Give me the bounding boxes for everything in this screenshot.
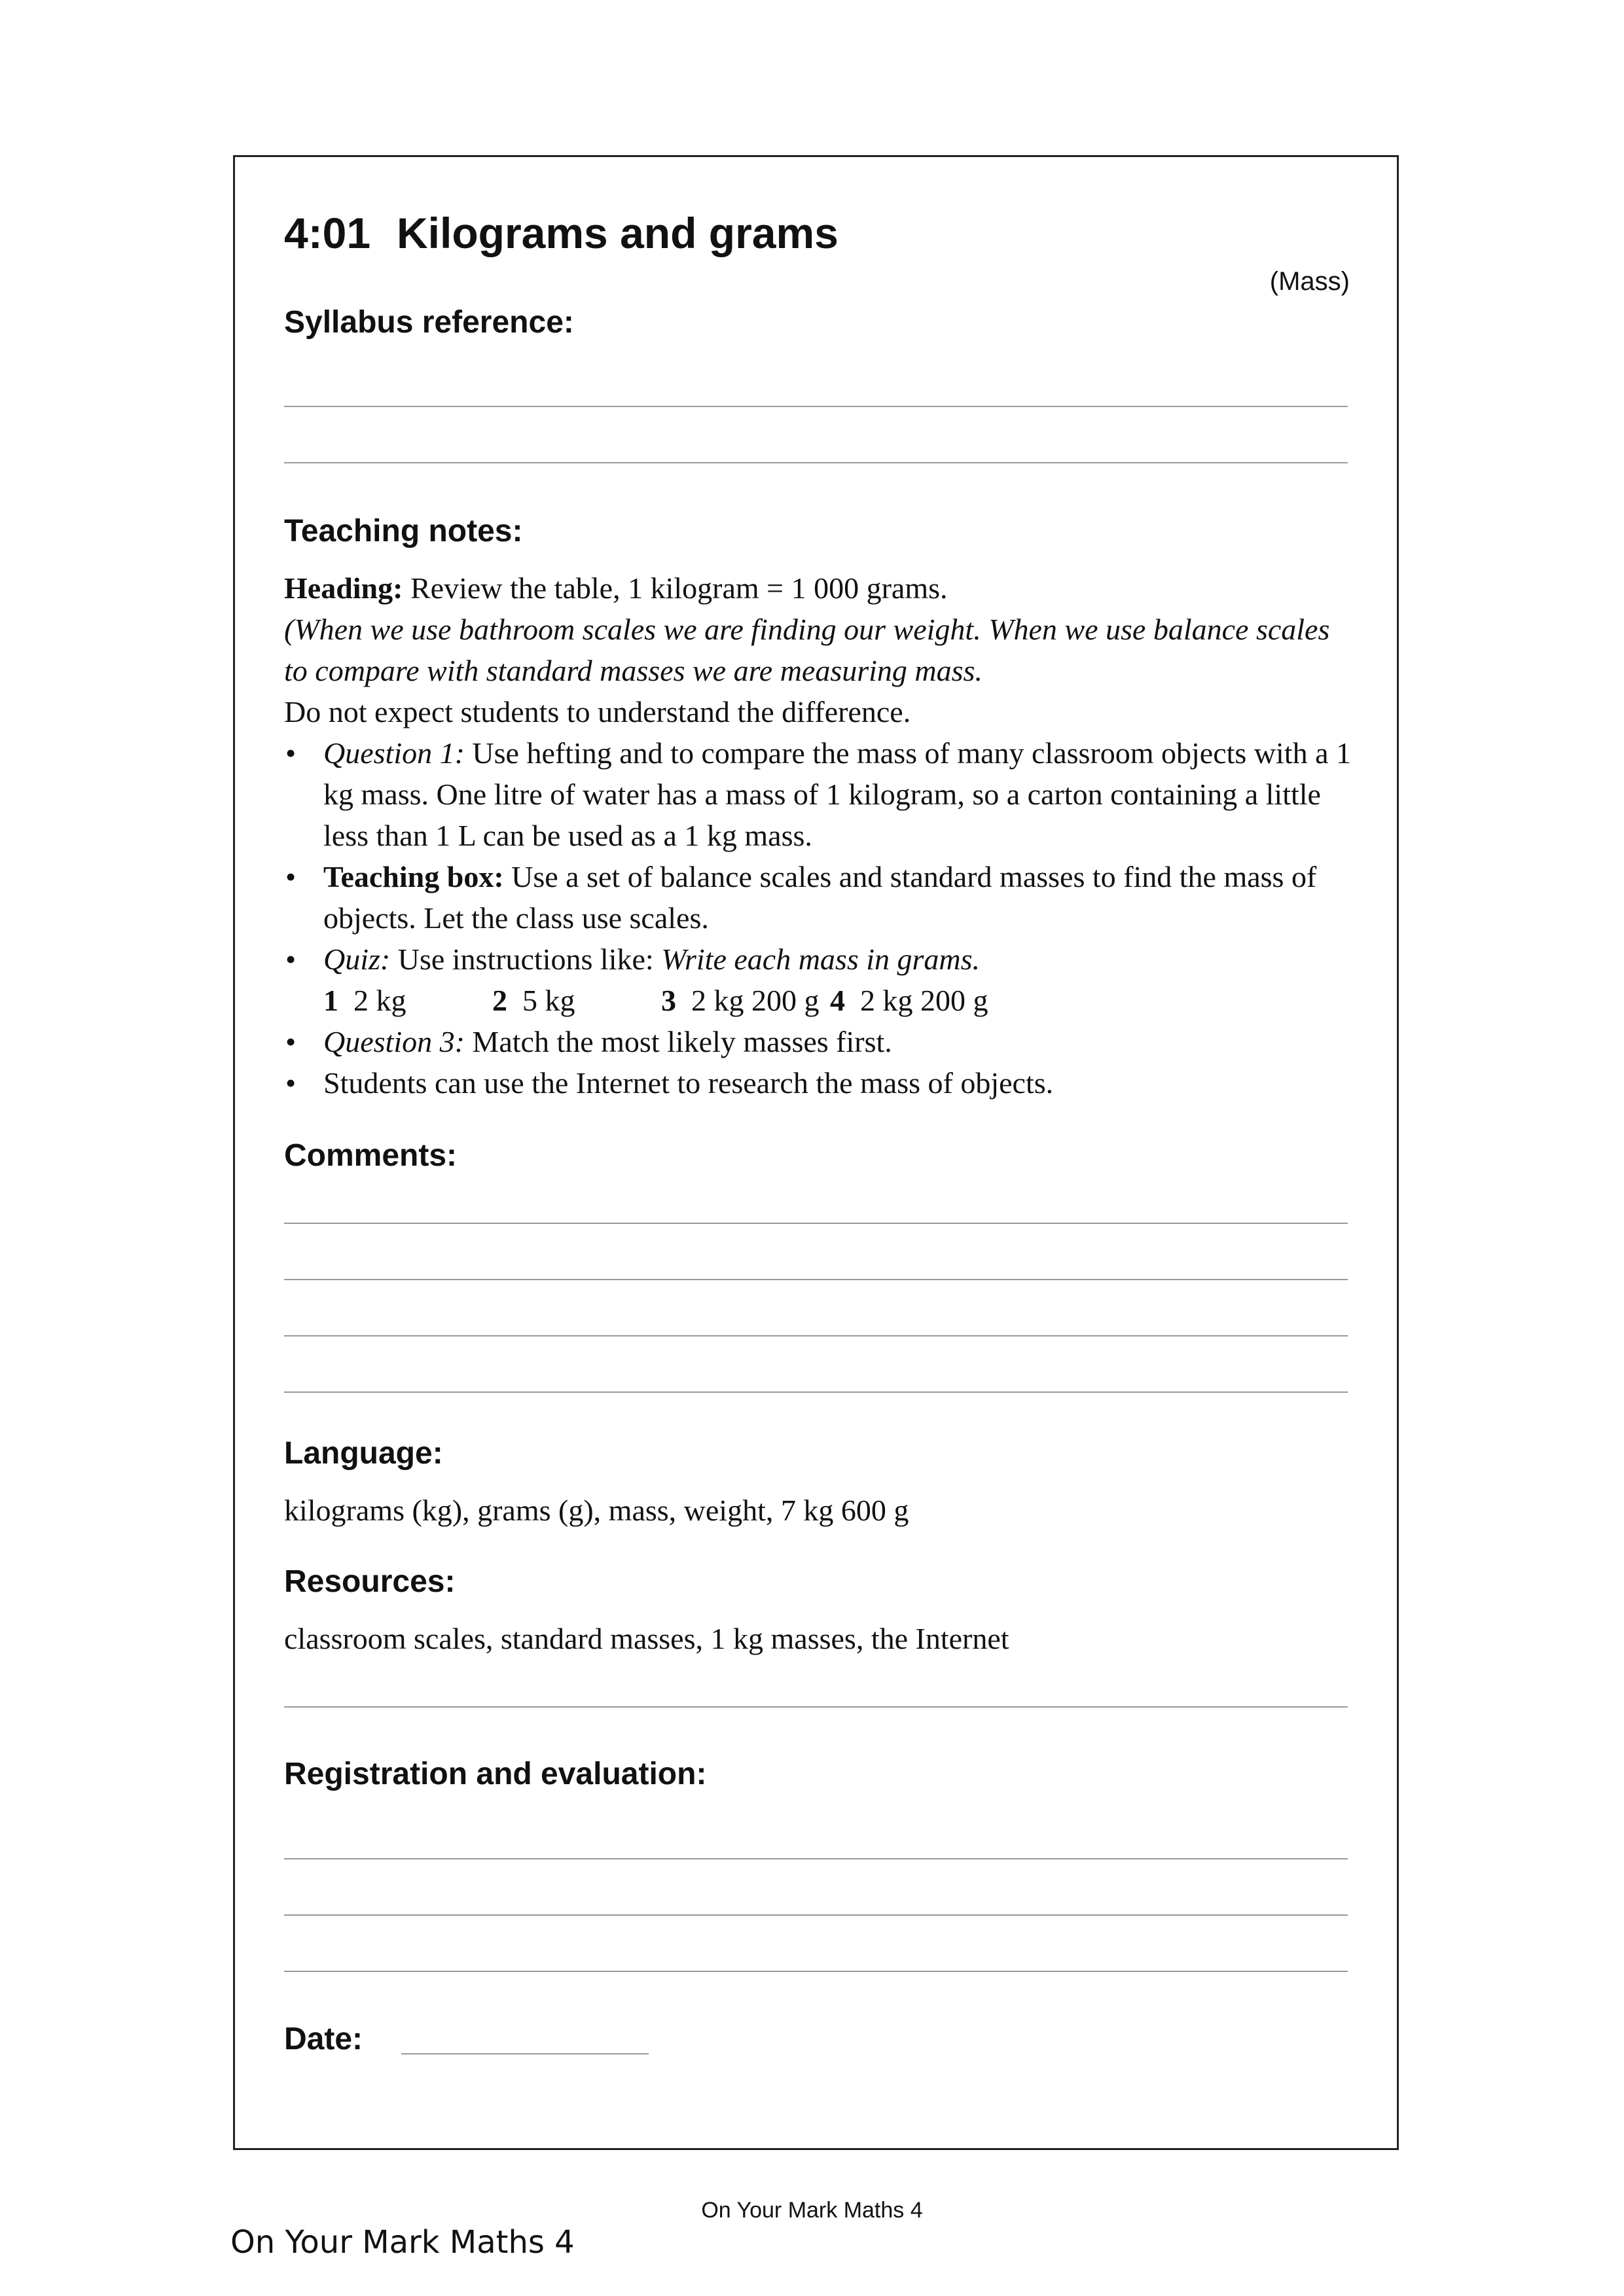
quiz-row [284,980,1358,1021]
registration-line-2 [284,1914,1348,1916]
quiz-item [661,980,830,1021]
italic-note-text: (When we use bathroom scales we are finding our weight. When we use balance scales to compare with standard masses we are measuring mass. [284,613,1330,687]
bullet-4-text: Match the most likely masses first. [464,1025,892,1058]
bullet-1-label: Question 1: [323,736,465,770]
syllabus-line-2 [284,462,1348,463]
bullet-1-text: Use hefting and to compare the mass of many classroom objects with a 1 kg mass. One litre of water has a mass of 1 kilogram, so a carton containing a little less than 1 L can be used as a 1 kg mass. [323,736,1352,852]
lesson-title-text: Kilograms and grams [397,209,839,257]
registration-line-1 [284,1858,1348,1859]
resources-line [284,1706,1348,1708]
registration-heading: Registration and evaluation: [284,1757,707,1791]
teaching-notes-heading: Teaching notes: [284,514,523,548]
lesson-title [284,208,839,258]
quiz-item-value: 2 kg 200 g [860,984,988,1017]
bullet-question-1 [284,732,1358,856]
resources-text: classroom scales, standard masses, 1 kg masses, the Internet [284,1622,1009,1655]
quiz-item-value: 2 kg 200 g [691,984,820,1017]
language-text: kilograms (kg), grams (g), mass, weight, 7 kg 600 g [284,1494,909,1527]
bullet-3-label: Quiz: [323,942,391,976]
bullet-internet: • Students can use the Internet to research the mass of objects. [284,1062,1358,1103]
bullet-3-text: Use instructions like: [390,942,662,976]
date-heading: Date: [284,2022,363,2056]
bullet-3-italic: Write each mass in grams. [661,942,981,976]
quiz-item-number: 1 [323,984,338,1017]
quiz-item-value: 5 kg [522,984,575,1017]
comments-line-1 [284,1223,1348,1224]
bullet-2-text: Use a set of balance scales and standard masses to find the mass of objects. Let the class use scales. [323,860,1317,935]
bullet-question-3 [284,1021,1358,1062]
footer-left: On Your Mark Maths 4 [230,2224,575,2261]
topic-label: (Mass) [1269,267,1350,296]
syllabus-line-1 [284,406,1348,407]
quiz-item [492,980,661,1021]
quiz-item-number: 2 [492,984,507,1017]
date-line [401,2053,649,2054]
quiz-item [323,980,492,1021]
comments-line-2 [284,1279,1348,1280]
language-heading: Language: [284,1436,443,1471]
heading-note-label: Heading: [284,571,403,605]
comments-line-4 [284,1391,1348,1393]
bullet-teaching-box [284,856,1358,939]
resources-heading: Resources: [284,1564,456,1599]
syllabus-heading: Syllabus reference: [284,305,574,340]
comments-heading: Comments: [284,1138,458,1173]
teaching-notes-body [284,567,1358,1103]
italic-note [284,609,1358,691]
bullet-quiz [284,939,1358,980]
registration-line-3 [284,1971,1348,1972]
heading-note-text: Review the table, 1 kilogram = 1 000 grams. [403,571,948,605]
quiz-item-number: 4 [830,984,845,1017]
comments-line-3 [284,1335,1348,1336]
quiz-item-number: 3 [661,984,676,1017]
quiz-item-value: 2 kg [353,984,406,1017]
heading-note [284,567,1358,609]
footer-center: On Your Mark Maths 4 [701,2198,923,2223]
lesson-number: 4:01 [284,209,371,257]
bullet-2-label: Teaching box: [323,860,504,893]
bullet-4-label: Question 3: [323,1025,465,1058]
quiz-item [830,984,988,1017]
plain-note: Do not expect students to understand the difference. [284,695,911,728]
